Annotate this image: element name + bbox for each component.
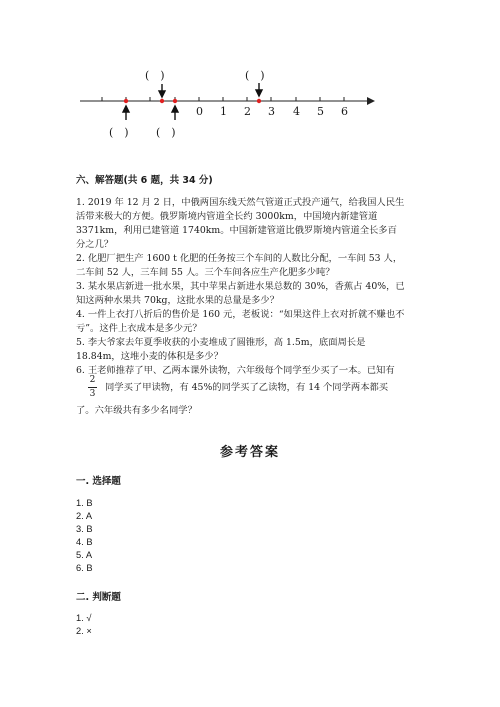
point-marker xyxy=(257,99,261,103)
answer-item: 2. A xyxy=(76,511,93,521)
point-marker xyxy=(173,99,177,103)
question-6-text: 同学买了甲读物，有 45%的同学买了乙读物，有 14 个同学两本都买 xyxy=(105,381,389,393)
up-arrow-icon xyxy=(172,106,178,120)
question-5: 5. 李大爷家去年夏季收获的小麦堆成了圆锥形，高 1.5m，底面周长是 18.84m，这堆小麦的体积是多少？ xyxy=(76,337,366,362)
question-1: 1. 2019 年 12 月 2 日，中俄两国东线天然气管道正式投产通气，给我国人民生活带来极大的方便。俄罗斯境内管道全长约 3000km，中国境内新建管道 3371km，利用已建管道 1740km。中国新建管道比俄罗斯境内管道全长多百分之几？ xyxy=(76,197,405,250)
down-arrow-icon xyxy=(159,84,165,97)
top-blank: ( ) xyxy=(245,69,265,82)
answers-section-2-title: 二. 判断题 xyxy=(76,592,121,603)
answer-item: 1. √ xyxy=(76,613,92,623)
answer-item: 1. B xyxy=(76,498,93,508)
tick-label: 3 xyxy=(268,105,275,118)
question-list xyxy=(76,196,406,378)
answer-item: 5. A xyxy=(76,550,93,560)
down-arrow-icon xyxy=(256,83,262,96)
tick-label: 1 xyxy=(220,105,227,118)
answers-section-1-title: 一. 选择题 xyxy=(76,476,121,487)
tick-label: 2 xyxy=(244,105,251,118)
question-4: 4. 一件上衣打八折后的售价是 160 元，老板说：“如果这件上衣对折就不赚也不亏”。这件上衣成本是多少元？ xyxy=(76,309,405,334)
question-2: 2. 化肥厂把生产 1600 t 化肥的任务按三个车间的人数比分配，一车间 53 人，二车间 52 人，三车间 55 人。三个车间各应生产化肥多少吨？ xyxy=(76,253,403,278)
point-marker xyxy=(124,99,128,103)
question-6-continuation xyxy=(88,375,425,400)
answer-item: 2. × xyxy=(76,626,92,636)
section-title: 六、解答题(共 6 题，共 34 分) xyxy=(76,175,213,186)
fraction-numerator: 2 xyxy=(89,375,96,385)
question-6-end: 了。六年级共有多少名同学？ xyxy=(76,405,197,416)
number-line-arrowhead xyxy=(367,97,375,105)
up-arrow-icon xyxy=(123,106,129,120)
question-6: 6. 王老师推荐了甲、乙两本课外读物，六年级每个同学至少买了一本。已知有 xyxy=(76,365,395,376)
top-blank: ( ) xyxy=(145,69,165,82)
answers-section-2-list xyxy=(76,612,92,638)
fraction xyxy=(88,375,97,400)
number-line-ticks xyxy=(102,97,344,101)
answers-title: 参考答案 xyxy=(219,445,280,460)
bottom-blank: ( ) xyxy=(156,126,176,139)
answer-item: 4. B xyxy=(76,537,93,547)
question-3: 3. 某水果店新进一批水果，其中苹果占新进水果总数的 30%，香蕉占 40%，已知这两种水果共 70kg，这批水果的总量是多少？ xyxy=(76,281,405,306)
tick-label: 5 xyxy=(317,105,324,118)
bottom-blank: ( ) xyxy=(109,126,129,139)
tick-label: 0 xyxy=(196,105,203,118)
answers-section-1-list xyxy=(76,497,93,575)
answer-item: 6. B xyxy=(76,563,93,573)
fraction-denominator: 3 xyxy=(89,389,96,399)
tick-label: 4 xyxy=(293,105,300,118)
answer-item: 3. B xyxy=(76,524,93,534)
point-marker xyxy=(160,99,164,103)
tick-label: 6 xyxy=(341,105,348,118)
